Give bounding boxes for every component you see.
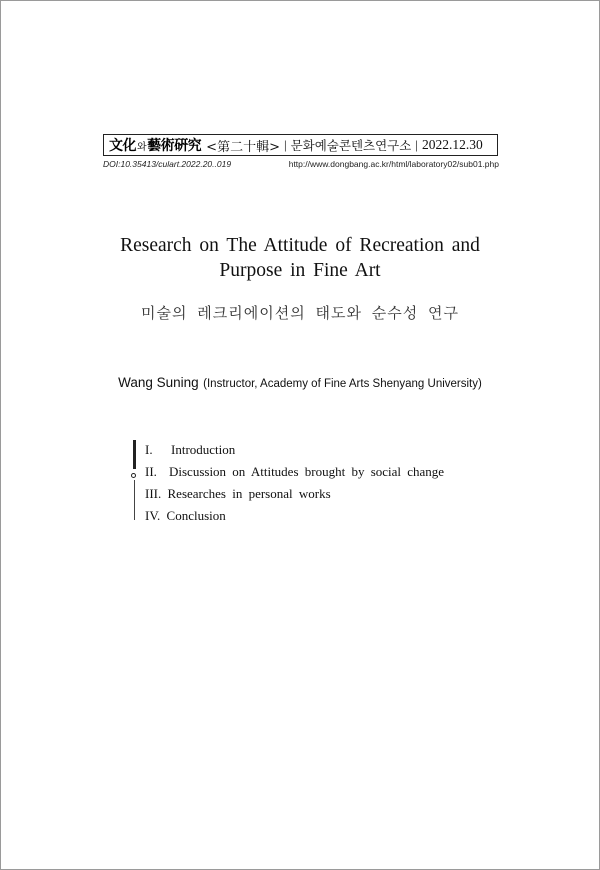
paper-title-line-1: Research on The Attitude of Recreation and [120,235,480,256]
toc-item-text: Researches in personal works [167,486,331,501]
toc-bar-thick [133,440,136,469]
volume-label: <第二十輯> [206,139,280,155]
toc-bar-node-icon [131,473,136,478]
institute-name: 문화예술콘텐츠연구소 [290,138,412,153]
toc-item-text: Conclusion [166,508,226,523]
toc-decoration-bar [133,440,135,520]
toc-item-text: Discussion on Attitudes brought by social change [169,464,445,479]
toc-item [145,483,444,505]
journal-logo: 文化와藝術硏究 [109,138,202,154]
toc-item-number: II. [145,464,157,479]
journal-header-box [103,134,498,156]
paper-title-line-2: Purpose in Fine Art [219,260,381,281]
publication-date: 2022.12.30 [421,137,483,152]
doi-text: DOI:10.35413/culart.2022.20..019 [103,159,232,169]
paper-title [80,233,520,283]
table-of-contents [145,439,444,527]
toc-item-number: IV. [145,508,161,523]
toc-bar-thin [134,480,135,520]
toc-item [145,505,444,527]
toc-item [145,461,444,483]
author-affiliation: (Instructor, Academy of Fine Arts Shenyang University) [203,378,482,390]
author-line [60,374,540,392]
toc-item [145,439,444,461]
korean-title: 미술의 레크리에이션의 태도와 순수성 연구 [141,304,459,322]
toc-item-number: III. [145,486,162,501]
header-separator: | [415,137,418,152]
header-separator: | [283,137,287,152]
journal-url-link[interactable]: http://www.dongbang.ac.kr/html/laboratory02/sub01.php [288,159,499,169]
toc-item-number: I. [145,442,153,457]
toc-item-text: Introduction [171,442,236,457]
author-name: Wang Suning [118,375,199,390]
